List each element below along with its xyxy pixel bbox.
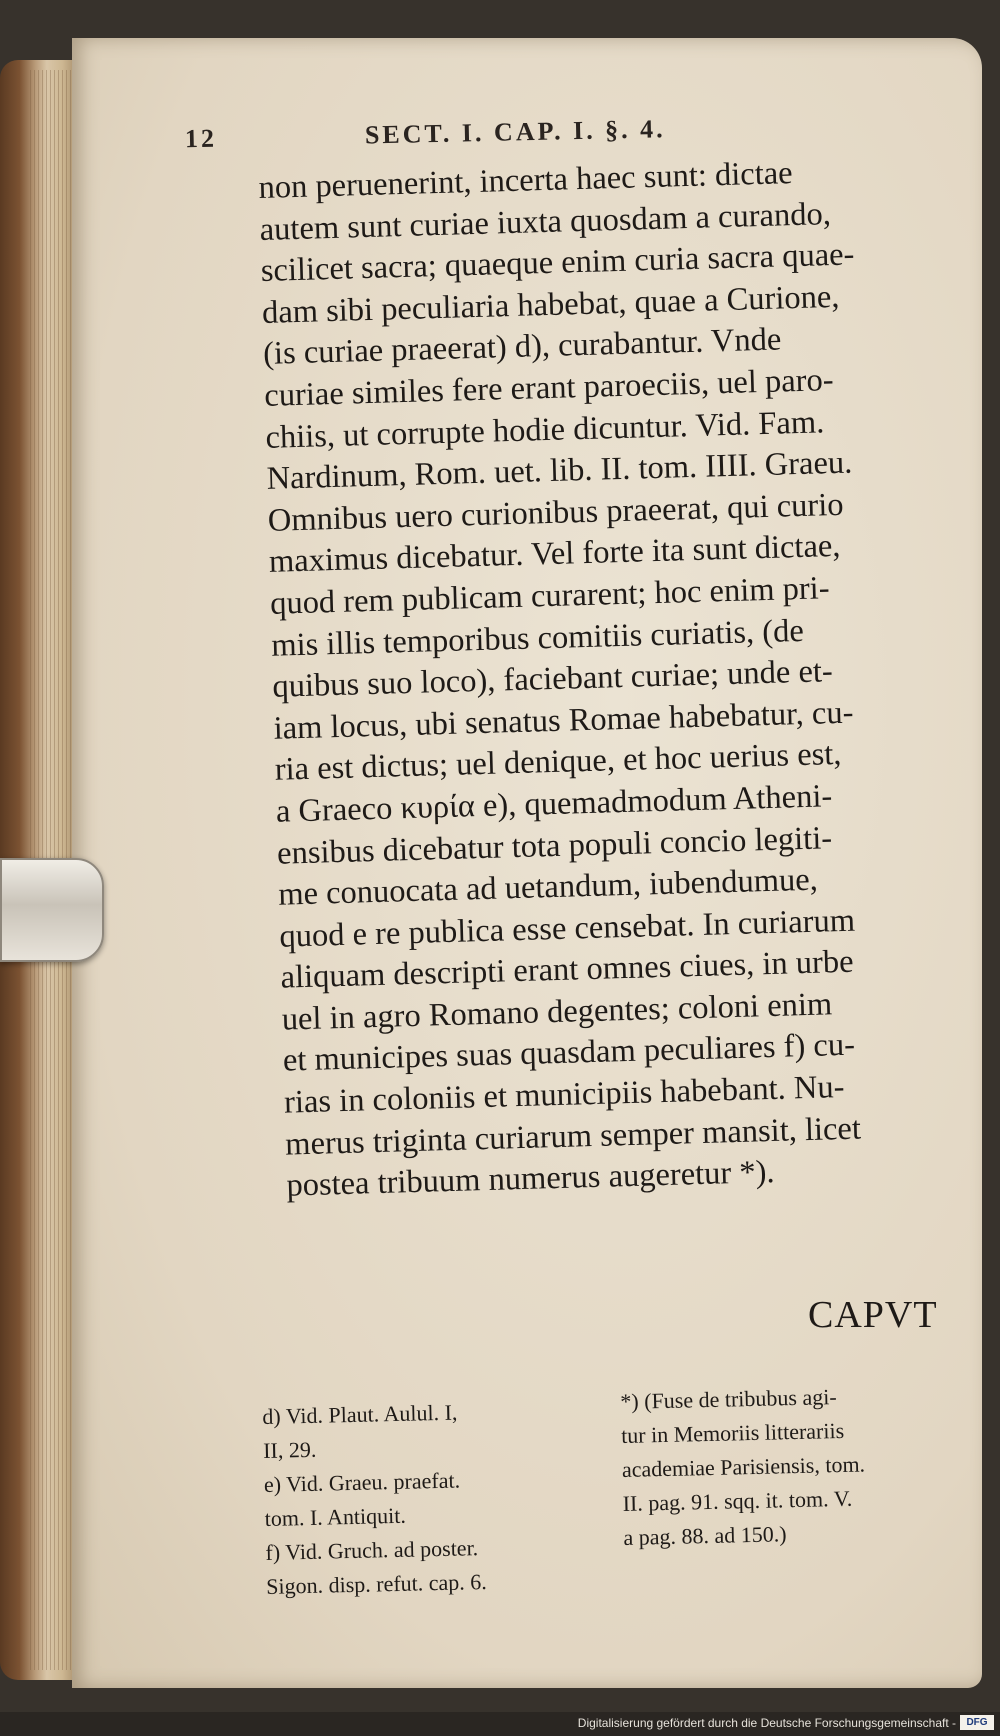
text-line: ensibus dicebatur tota populi concio legiti- — [276, 819, 833, 872]
page-number: 12 — [184, 123, 218, 154]
text-line: uel in agro Romano degentes; coloni enim — [281, 986, 833, 1038]
footnote-line: academiae Parisiensis, tom. — [621, 1451, 866, 1482]
text-line: iam locus, ubi senatus Romae habebatur, cu- — [273, 694, 854, 747]
text-line: aliquam descripti erant omnes ciues, in urbe — [280, 943, 854, 996]
body-text — [258, 148, 987, 1207]
text-line: me conuocata ad uetandum, iubendumue, — [277, 861, 819, 913]
text-line: Omnibus uero curionibus praeerat, qui curio — [267, 486, 844, 539]
text-line: quod rem publicam curarent; hoc enim pri- — [269, 570, 830, 622]
text-line: postea tribuum numerus augeretur *). — [285, 1154, 776, 1204]
text-line: quibus suo loco), faciebant curiae; unde et- — [271, 653, 834, 705]
text-line: (is curiae praeerat) d), curabantur. Vnde — [262, 321, 782, 373]
text-line: quod e re publica esse censebat. In curiarum — [278, 902, 856, 955]
footnote-line: tur in Memoriis litterariis — [620, 1417, 845, 1448]
text-line: maximus dicebatur. Vel forte ita sunt dictae, — [268, 528, 841, 581]
text-line: curiae similes fere erant paroeciis, uel paro- — [263, 361, 835, 414]
text-line: chiis, ut corrupte hodie dicuntur. Vid. Fam. — [265, 403, 825, 456]
text-line: scilicet sacra; quaeque enim curia sacra quae- — [260, 236, 855, 290]
text-line: autem sunt curiae iuxta quosdam a curando, — [259, 195, 832, 248]
text-line: Nardinum, Rom. uet. lib. II. tom. IIII. Graeu. — [266, 444, 853, 498]
footnote-line: d) Vid. Plaut. Aulul. I, — [262, 1399, 458, 1429]
text-line: ria est dictus; uel denique, et hoc uerius est, — [274, 736, 842, 789]
dfg-logo: DFG — [960, 1715, 994, 1730]
text-line: mis illis temporibus comitiis curiatis, (de — [270, 612, 805, 664]
footnote-line: f) Vid. Gruch. ad poster. — [265, 1535, 479, 1565]
footnote-line: a pag. 88. ad 150.) — [623, 1521, 787, 1550]
text-line: et municipes suas quasdam peculiares f) cu- — [282, 1027, 856, 1080]
text-line: dam sibi peculiaria habebat, quae a Curione, — [261, 278, 840, 331]
text-line: rias in coloniis et municipiis habebant. Nu- — [283, 1069, 845, 1121]
running-head: SECT. I. CAP. I. §. 4. — [364, 114, 666, 150]
text-line: merus triginta curiarum semper mansit, licet — [284, 1110, 862, 1163]
footnote-line: e) Vid. Graeu. praefat. — [263, 1467, 461, 1497]
text-line: a Graeco κυρία e), quemadmodum Atheni- — [275, 778, 833, 830]
footnote-line: II. pag. 91. sqq. it. tom. V. — [622, 1485, 853, 1516]
footnote-line: tom. I. Antiquit. — [264, 1502, 407, 1531]
text-line: non peruenerint, incerta haec sunt: dictae — [258, 155, 794, 206]
page-clip — [0, 858, 104, 962]
catchword: CAPVT — [808, 1294, 938, 1336]
footnotes-right — [620, 1377, 964, 1555]
footnotes-left — [262, 1392, 607, 1604]
footnote-line: Sigon. disp. refut. cap. 6. — [265, 1568, 488, 1599]
footnote-line: II, 29. — [262, 1436, 317, 1463]
footnote-line: *) (Fuse de tribubus agi- — [620, 1384, 837, 1414]
digitization-credit: Digitalisierung gefördert durch die Deutsche Forschungsgemeinschaft - — [577, 1716, 956, 1730]
